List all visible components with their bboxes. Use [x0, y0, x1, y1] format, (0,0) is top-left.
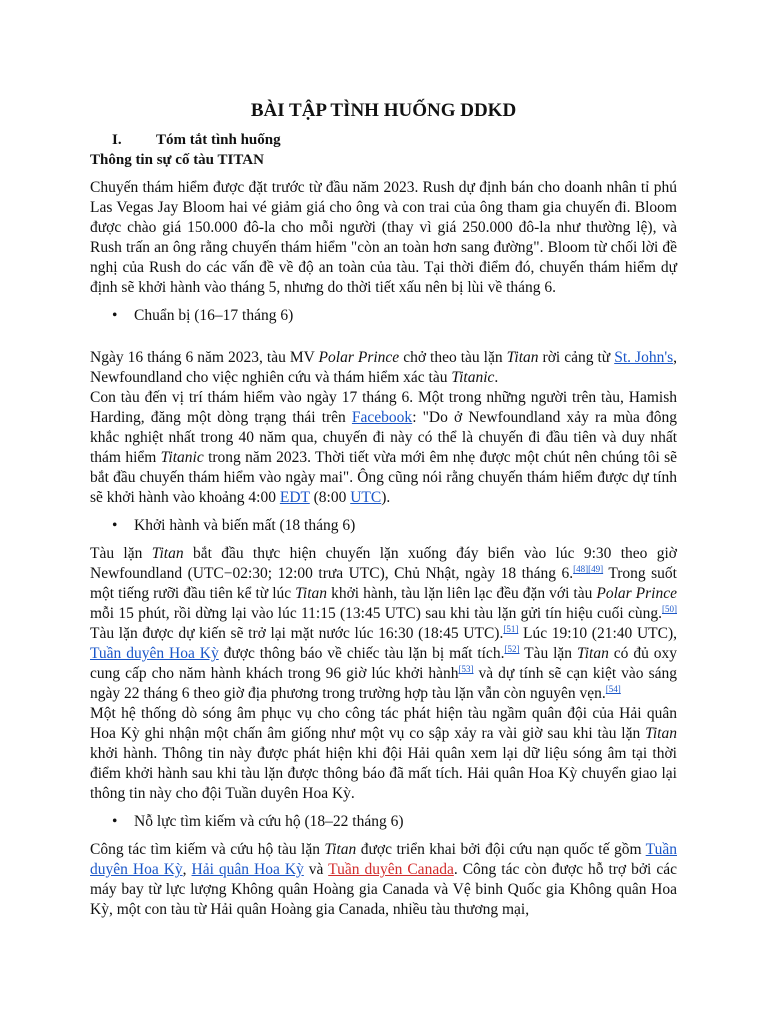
- link-facebook[interactable]: Facebook: [351, 409, 413, 426]
- page-title: BÀI TẬP TÌNH HUỐNG DDKD: [250, 100, 517, 121]
- section-heading: [90, 130, 677, 150]
- bullet-dot: •: [112, 813, 118, 830]
- link-edt[interactable]: EDT: [279, 489, 310, 506]
- paragraph-dive-timeline: Tàu lặn Titan bắt đầu thực hiện chuyến lặn xuống đáy biển vào lúc 9:30 theo giờ Newfoundland (UTC−02:30; 12:00 trưa UTC), Chủ Nhật, ngày 18 tháng 6.[48][49] Trong suốt một tiếng rưỡi đầu tiên kể từ lúc Titan khởi hành, tàu lặn liên lạc đều đặn với tàu Polar Prince mỗi 15 phút, rồi dừng lại vào lúc 11:15 (13:45 UTC) sau khi tàu lặn gửi tín hiệu cuối cùng.[50] Tàu lặn được dự kiến sẽ trở lại mặt nước lúc 16:30 (18:45 UTC).[51] Lúc 19:10 (21:40 UTC), Tuần duyên Hoa Kỳ được thông báo về chiếc tàu lặn bị mất tích.[52] Tàu lặn Titan có đủ oxy cung cấp cho năm hành khách trong 96 giờ lúc khởi hành[53] và dự tính sẽ cạn kiệt vào sáng ngày 22 tháng 6 theo giờ địa phương trong trường hợp tàu lặn vẫn còn nguyên vẹn.[54]: [90, 545, 677, 702]
- ref-52[interactable]: [52]: [504, 643, 520, 654]
- bullet-preparation: [90, 306, 677, 326]
- section-number: I.: [112, 132, 122, 148]
- link-st-johns[interactable]: St. John's: [614, 349, 674, 366]
- ref-51[interactable]: [51]: [503, 623, 519, 634]
- bullet-dot: •: [112, 517, 118, 534]
- bullet-label: Nỗ lực tìm kiếm và cứu hộ (18–22 tháng 6): [134, 813, 404, 830]
- paragraph-search-effort: Công tác tìm kiếm và cứu hộ tàu lặn Titan được triển khai bởi đội cứu nạn quốc tế gồm Tuần duyên Hoa Kỳ, Hải quân Hoa Kỳ và Tuần duyên Canada. Công tác còn được hỗ trợ bởi các máy bay từ lực lượng Không quân Hoàng gia Canada và Vệ binh Quốc gia Không quân Hoa Kỳ, một con tàu từ Hải quân Hoàng gia Canada, nhiều tàu thương mại,: [90, 841, 677, 918]
- intro-paragraph: Chuyến thám hiểm được đặt trước từ đầu năm 2023. Rush dự định bán cho doanh nhân tỉ phú Las Vegas Jay Bloom hai vé giảm giá cho ông và con trai của ông tham gia chuyến đi. Bloom được chào giá 150.000 đô-la cho mỗi người (thay vì giá 250.000 đô-la như thường lệ), và Rush trấn an ông rằng chuyến thám hiểm "còn an toàn hơn sang đường". Bloom từ chối lời đề nghị của Rush do các vấn đề về độ an toàn của tàu. Tại thời điểm đó, chuyến thám hiểm dự định sẽ khởi hành vào tháng 5, nhưng do thời tiết xấu nên bị lùi về tháng 6.: [90, 179, 677, 296]
- link-canadian-coast-guard[interactable]: Tuần duyên Canada: [328, 861, 454, 878]
- link-utc[interactable]: UTC: [350, 489, 382, 506]
- paragraph-sonar: Một hệ thống dò sóng âm phục vụ cho công tác phát hiện tàu ngầm quân đội của Hải quân Hoa Kỳ ghi nhận một chấn âm giống như một vụ co sập xảy ra vài giờ sau khi tàu lặn Titan khởi hành. Thông tin này được phát hiện khi đội Hải quân xem lại dữ liệu sóng âm tại thời điểm khởi hành sau khi tàu lặn được thông báo đã mất tích. Hải quân Hoa Kỳ chuyển giao lại thông tin này cho đội Tuần duyên Hoa Kỳ.: [90, 705, 677, 802]
- bullet-departure: [90, 516, 677, 536]
- paragraph-departure-port: Ngày 16 tháng 6 năm 2023, tàu MV Polar Prince chở theo tàu lặn Titan rời cảng từ St. John's, Newfoundland cho việc nghiên cứu và thám hiểm xác tàu Titanic.: [90, 349, 678, 386]
- ref-54[interactable]: [54]: [605, 683, 621, 694]
- link-us-coast-guard[interactable]: Tuần duyên Hoa Kỳ: [90, 645, 219, 662]
- bullet-label: Chuẩn bị (16–17 tháng 6): [134, 307, 294, 324]
- subheading: Thông tin sự cố tàu TITAN: [90, 152, 264, 168]
- bullet-label: Khởi hành và biến mất (18 tháng 6): [134, 517, 356, 534]
- ref-50[interactable]: [50]: [662, 603, 677, 614]
- link-us-coast-guard[interactable]: Tuần duyên Hoa Kỳ: [90, 841, 677, 878]
- bullet-search-rescue: [90, 812, 677, 832]
- document-body: [90, 98, 677, 920]
- ref-48-49[interactable]: [48][49]: [573, 563, 604, 574]
- ref-53[interactable]: [53]: [458, 663, 474, 674]
- paragraph-harding-post: Con tàu đến vị trí thám hiểm vào ngày 17 tháng 6. Một trong những người trên tàu, Hamish Harding, đăng một dòng trạng thái trên Facebook: "Do ở Newfoundland xảy ra mùa đông khắc nghiệt nhất trong 40 năm qua, chuyến đi này có thể là chuyến đi đầu tiên và duy nhất thám hiểm Titanic trong năm 2023. Thời tiết vừa mới êm nhẹ được một chút nên chúng tôi sẽ bắt đầu chuyến thám hiểm vào ngày mai". Ông cũng nói rằng chuyến thám hiểm được dự tính sẽ khởi hành vào khoảng 4:00 EDT (8:00 UTC).: [90, 389, 677, 506]
- blank-line: [90, 334, 677, 348]
- link-us-navy[interactable]: Hải quân Hoa Kỳ: [191, 861, 304, 878]
- section-label: Tóm tắt tình huống: [156, 132, 281, 148]
- bullet-dot: •: [112, 307, 118, 324]
